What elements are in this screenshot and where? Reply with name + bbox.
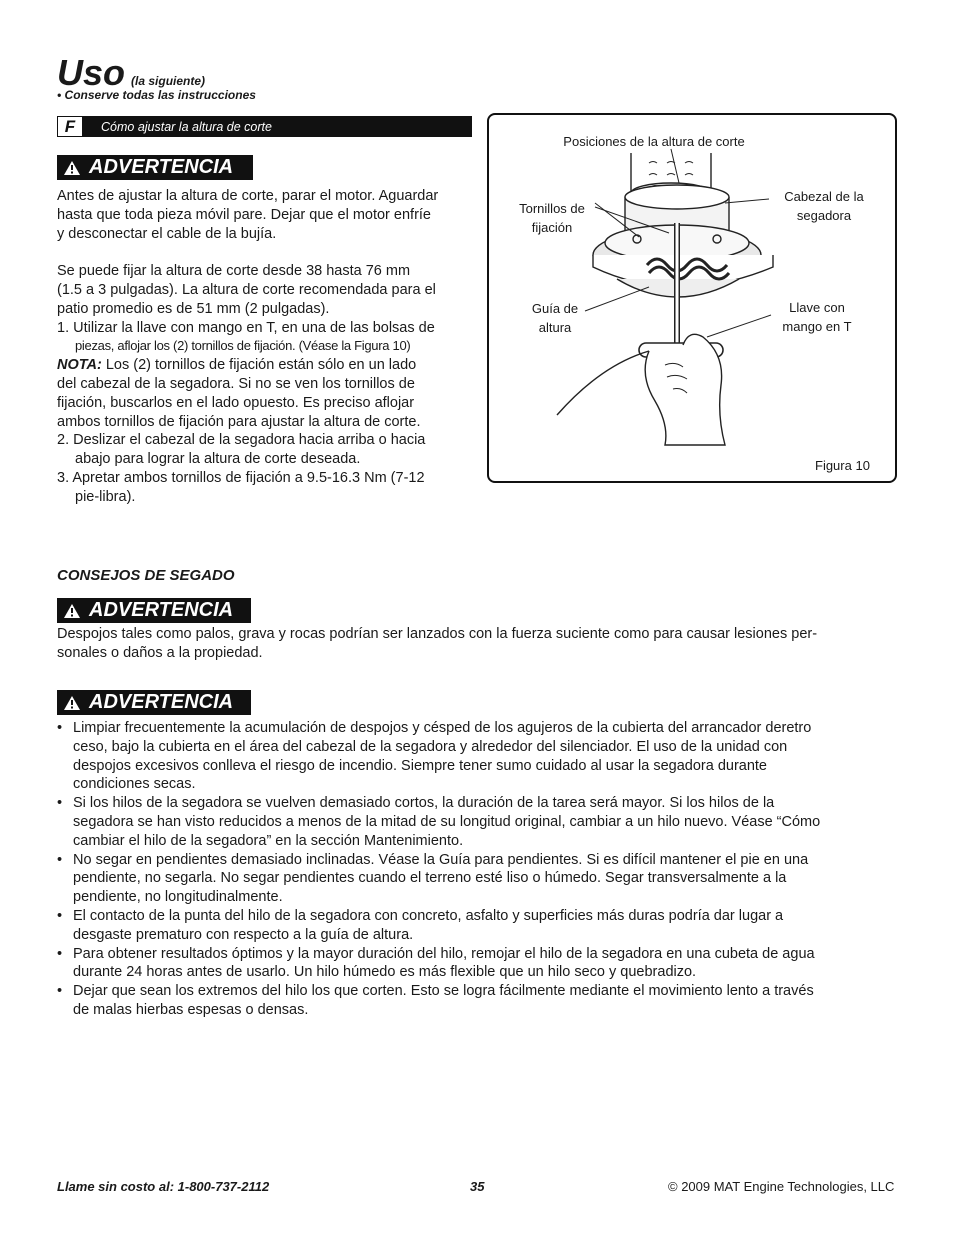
bullet: •: [57, 851, 63, 868]
list-item: [57, 982, 887, 1020]
list-item-line: segadora se han visto reducidos a menos de la mitad de su longitud original, cambiar a un hilo nuevo. Véase “Cómo: [73, 813, 821, 830]
list-item-line: Si los hilos de la segadora se vuelven demasiado cortos, la duración de la tarea será mayor. Si los hilos de la: [73, 795, 775, 812]
list-item: [57, 719, 887, 794]
list-item: [57, 945, 887, 983]
bullet: •: [57, 907, 63, 924]
figure-10: [487, 113, 897, 483]
page-title-suffix: (la siguiente): [131, 74, 206, 88]
warning-label: ADVERTENCIA: [89, 599, 234, 621]
warning-banner: [57, 690, 251, 715]
intro-line: hasta que toda pieza móvil pare. Dejar que el motor enfríe: [57, 206, 431, 223]
figure-label-height-positions: Posiciones de la altura de corte: [563, 134, 745, 149]
list-item-line: despojos excesivos conlleva el riesgo de incendio. Siempre tener sumo cuidado al usar la segadora durante: [73, 757, 767, 774]
note-text: Los (2) tornillos de fijación están sólo en un lado: [101, 357, 417, 374]
instructions-note: • Conserve todas las instrucciones: [57, 88, 256, 102]
list-item-line: durante 24 horas antes de usarlo. Un hilo húmedo es más flexible que un hilo seco y quebradizo.: [73, 964, 697, 981]
intro-line: Antes de ajustar la altura de corte, parar el motor. Aguardar: [57, 188, 439, 204]
step-2: 2. Deslizar el cabezal de la segadora hacia arriba o hacia: [57, 432, 426, 449]
warning-text-line: Despojos tales como palos, grava y rocas podrían ser lanzados con la fuerza suciente como para causar lesiones per-: [57, 626, 818, 642]
figure-label-wrench: [767, 298, 867, 336]
figure-label-screws: [507, 199, 597, 237]
label-line: Guía de: [531, 301, 579, 316]
footer-copyright: © 2009 MAT Engine Technologies, LLC: [668, 1179, 895, 1194]
figure-label-head: [773, 187, 875, 225]
warning-banner: [57, 155, 253, 180]
warning-label: ADVERTENCIA: [89, 156, 234, 178]
range-line: patio promedio es de 51 mm (2 pulgadas).: [57, 300, 330, 317]
debris-warning-text: [57, 625, 897, 663]
note-label: NOTA:: [57, 357, 102, 374]
list-item-line: condiciones secas.: [73, 776, 196, 793]
list-item-line: ceso, bajo la cubierta en el área del cabezal de la segadora y alrededor del silenciador. El uso de la unidad con: [73, 738, 788, 755]
step-1-cont: piezas, aflojar los (2) tornillos de fijación. (Véase la Figura 10): [75, 338, 411, 354]
list-item-line: desgaste prematuro con respecto a la guía de altura.: [73, 926, 414, 943]
warning-icon: [63, 695, 81, 711]
figure-caption: Figura 10: [815, 458, 870, 473]
section-bar: [57, 116, 472, 137]
intro-line: y desconectar el cable de la bujía.: [57, 225, 277, 242]
bullet: •: [57, 983, 63, 1000]
adjust-instructions: [57, 187, 477, 507]
note-line: del cabezal de la segadora. Si no se ven los tornillos de: [57, 375, 415, 392]
warning-text-line: sonales o daños a la propiedad.: [57, 644, 263, 661]
warning-banner: [57, 598, 251, 623]
page-number: 35: [470, 1179, 485, 1194]
figure-label-guide: [513, 299, 597, 337]
label-line: Tornillos de: [519, 201, 585, 216]
list-item-line: No segar en pendientes demasiado inclinadas. Véase la Guía para pendientes. Si es difícil mantener el pie en una: [73, 851, 809, 868]
list-item-line: Para obtener resultados óptimos y la mayor duración del hilo, remojar el hilo de la segadora en una cubeta de agua: [73, 945, 815, 962]
page-title: Uso: [57, 52, 126, 93]
range-line: Se puede fijar la altura de corte desde 38 hasta 76 mm: [57, 263, 411, 280]
label-line: altura: [538, 320, 572, 335]
list-item-line: Limpiar frecuentemente la acumulación de despojos y césped de los agujeros de la cubierta del arrancador deretro: [73, 720, 812, 736]
step-2-cont: abajo para lograr la altura de corte deseada.: [75, 451, 361, 468]
label-line: mango en T: [782, 319, 852, 334]
step-1: 1. Utilizar la llave con mango en T, en una de las bolsas de: [57, 319, 435, 336]
list-item: [57, 794, 887, 850]
step-3: 3. Apretar ambos tornillos de fijación a 9.5-16.3 Nm (7-12: [57, 469, 425, 486]
note-line: [57, 356, 477, 375]
warning-label: ADVERTENCIA: [89, 691, 234, 713]
tips-heading: CONSEJOS DE SEGADO: [57, 567, 235, 584]
list-item: [57, 851, 887, 907]
list-item-line: de malas hierbas espesas o densas.: [73, 1001, 309, 1018]
step-3-cont: pie-libra).: [75, 488, 136, 505]
range-line: (1.5 a 3 pulgadas). La altura de corte recomendada para el: [57, 281, 436, 298]
warning-icon: [63, 603, 81, 619]
label-line: Llave con: [789, 300, 845, 315]
warning-icon: [63, 160, 81, 176]
list-item-line: El contacto de la punta del hilo de la segadora con concreto, asfalto y superficies más duras podría dar lugar a: [73, 907, 784, 924]
tips-list: [57, 719, 887, 1020]
footer-phone: Llame sin costo al: 1-800-737-2112: [57, 1179, 270, 1194]
label-line: fijación: [531, 220, 573, 235]
section-letter: F: [57, 116, 83, 137]
label-line: segadora: [796, 208, 852, 223]
list-item: [57, 907, 887, 945]
label-line: Cabezal de la: [784, 189, 864, 204]
list-item-line: pendiente, no segarla. No segar pendientes cuando el terreno esté liso o húmedo. Segar transversalmente a la: [73, 870, 787, 887]
note-line: ambos tornillos de fijación para ajustar la altura de corte.: [57, 413, 421, 430]
bullet: •: [57, 945, 63, 962]
note-line: fijación, buscarlos en el lado opuesto. Es preciso aflojar: [57, 394, 415, 411]
list-item-line: Dejar que sean los extremos del hilo los que corten. Esto se logra fácilmente mediante el movimiento lento a través: [73, 983, 814, 1000]
bullet: •: [57, 795, 63, 812]
bullet: •: [57, 720, 63, 736]
list-item-line: pendiente, no longitudinalmente.: [73, 889, 283, 906]
list-item-line: cambiar el hilo de la segadora” en la sección Mantenimiento.: [73, 832, 464, 849]
section-title: Cómo ajustar la altura de corte: [101, 119, 272, 134]
